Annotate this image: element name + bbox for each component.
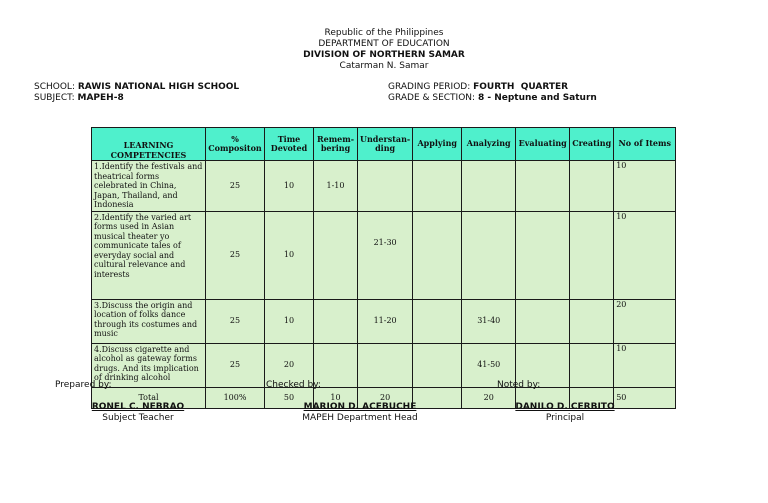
school-value: RAWIS NATIONAL HIGH SCHOOL — [77, 82, 240, 92]
table-of-specifications — [91, 127, 676, 409]
prepared-name: RONEL C. NEBRAO — [91, 402, 185, 412]
noted-title: Principal — [545, 413, 585, 423]
competency-cell: 4.Discuss cigarette and alcohol as gateway forms drugs. And its implication of drinking alcohol — [92, 343, 206, 387]
items-cell: 10 — [614, 343, 676, 387]
table-row — [92, 343, 676, 387]
checked-name: MARION D. ACEBUCHE — [303, 402, 417, 412]
items-cell: 20 — [614, 299, 676, 343]
header-location: Catarman N. Samar — [339, 61, 429, 71]
table-row — [92, 161, 676, 212]
time-cell: 10 — [265, 299, 314, 343]
total-composition: 100% — [206, 387, 265, 408]
understanding-cell — [358, 161, 413, 212]
school-line — [34, 82, 239, 93]
analyzing-cell: 41-50 — [462, 343, 516, 387]
col-header-competencies: LEARNING COMPETENCIES — [92, 128, 206, 161]
composition-cell: 25 — [206, 211, 265, 299]
col-header-applying: Applying — [413, 128, 462, 161]
total-items: 50 — [614, 387, 676, 408]
table-row — [92, 211, 676, 299]
applying-cell — [413, 211, 462, 299]
grade-section-line — [388, 93, 597, 104]
checked-title: MAPEH Department Head — [302, 413, 418, 423]
grade-section-label: GRADE & SECTION: — [388, 93, 476, 103]
analyzing-cell: 31-40 — [462, 299, 516, 343]
total-understanding: 20 — [358, 387, 413, 408]
evaluating-cell — [516, 299, 570, 343]
prepared-title: Subject Teacher — [102, 413, 174, 423]
school-label: SCHOOL: — [34, 82, 75, 92]
composition-cell: 25 — [206, 161, 265, 212]
col-header-remembering: Remem-bering — [314, 128, 358, 161]
col-header-items: No of Items — [614, 128, 676, 161]
table-row — [92, 299, 676, 343]
understanding-cell: 21-30 — [358, 211, 413, 299]
total-analyzing: 20 — [462, 387, 516, 408]
subject-label: SUBJECT: — [34, 93, 75, 103]
analyzing-cell — [462, 211, 516, 299]
remembering-cell — [314, 211, 358, 299]
composition-cell: 25 — [206, 299, 265, 343]
col-header-time: Time Devoted — [265, 128, 314, 161]
signatory-noted — [505, 402, 625, 424]
total-remembering: 10 — [314, 387, 358, 408]
col-header-analyzing: Analyzing — [462, 128, 516, 161]
col-header-creating: Creating — [570, 128, 614, 161]
prepared-by-label: Prepared by: — [55, 380, 112, 390]
time-cell: 10 — [265, 211, 314, 299]
creating-cell — [570, 211, 614, 299]
items-cell: 10 — [614, 161, 676, 212]
grading-period-line — [388, 82, 568, 93]
evaluating-cell — [516, 211, 570, 299]
competency-cell: 1.Identify the festivals and theatrical forms celebrated in China, Japan, Thailand, and Indonesia — [92, 161, 206, 212]
col-header-evaluating: Evaluating — [516, 128, 570, 161]
time-cell: 20 — [265, 343, 314, 387]
creating-cell — [570, 161, 614, 212]
applying-cell — [413, 299, 462, 343]
subject-value: MAPEH-8 — [77, 93, 124, 103]
grading-period-value: FOURTH QUARTER — [473, 82, 569, 92]
header-department: DEPARTMENT OF EDUCATION — [318, 39, 450, 49]
grading-period-label: GRADING PERIOD: — [388, 82, 471, 92]
creating-cell — [570, 299, 614, 343]
signatory-prepared — [78, 402, 198, 424]
header-division: DIVISION OF NORTHERN SAMAR — [303, 50, 465, 60]
composition-cell: 25 — [206, 343, 265, 387]
col-header-composition: % Compositon — [206, 128, 265, 161]
total-label: Total — [92, 387, 206, 408]
col-header-understanding: Understan-ding — [358, 128, 413, 161]
remembering-cell: 1-10 — [314, 161, 358, 212]
creating-cell — [570, 343, 614, 387]
header-row — [92, 128, 676, 161]
remembering-cell — [314, 299, 358, 343]
competency-cell: 2.Identify the varied art forms used in Asian musical theater yo communicate tales of everyday social and cultural relevance and interests — [92, 211, 206, 299]
analyzing-cell — [462, 161, 516, 212]
total-time: 50 — [265, 387, 314, 408]
noted-name: DANILO D. CERBITO — [515, 402, 615, 412]
time-cell: 10 — [265, 161, 314, 212]
signatory-checked — [290, 402, 430, 424]
items-cell: 10 — [614, 211, 676, 299]
applying-cell — [413, 343, 462, 387]
evaluating-cell — [516, 161, 570, 212]
competency-cell: 3.Discuss the origin and location of folks dance through its costumes and music — [92, 299, 206, 343]
understanding-cell: 11-20 — [358, 299, 413, 343]
checked-by-label: Checked by: — [266, 380, 321, 390]
noted-by-label: Noted by: — [497, 380, 541, 390]
grade-section-value: 8 - Neptune and Saturn — [477, 93, 597, 103]
applying-cell — [413, 161, 462, 212]
subject-line — [34, 93, 124, 104]
understanding-cell — [358, 343, 413, 387]
header-republic: Republic of the Philippines — [324, 28, 444, 38]
